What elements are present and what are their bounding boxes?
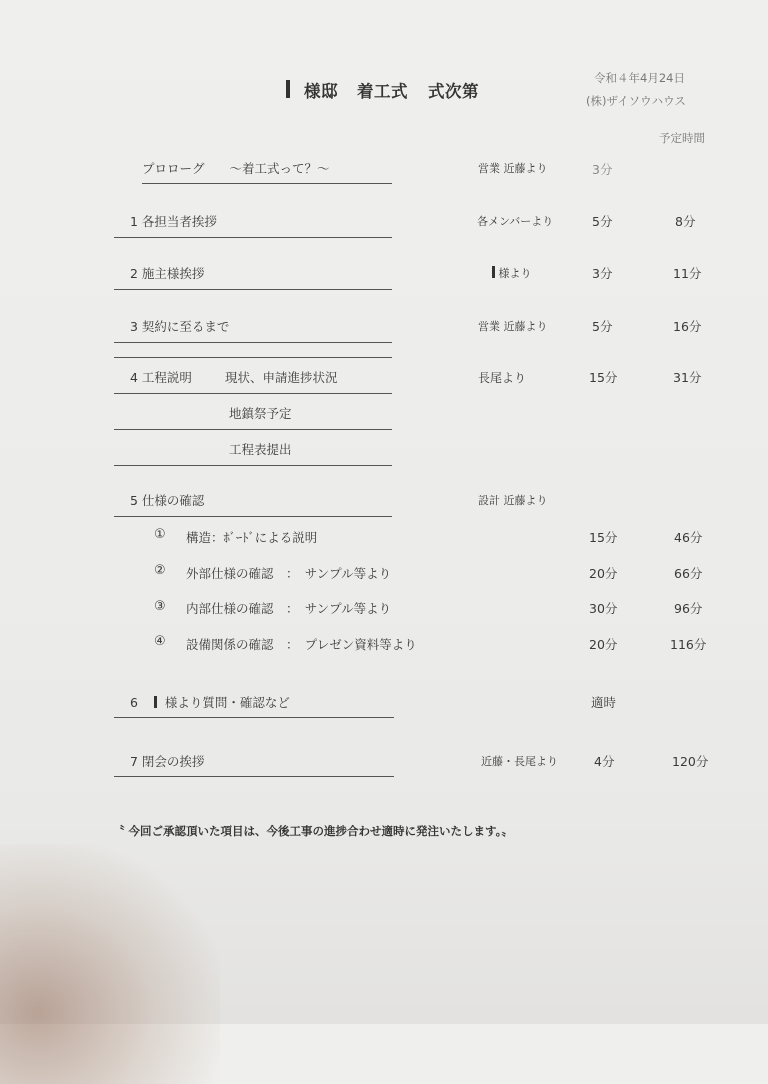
item7-label: 7 閉会の挨拶 <box>130 754 205 769</box>
prologue-label: プロローグ ～着工式って？～ <box>142 161 330 176</box>
spec2-duration: 20分 <box>589 566 618 581</box>
item2-speaker: 様より <box>498 267 532 280</box>
item1-cumulative: 8分 <box>675 214 696 229</box>
title-program: 式次第 <box>428 82 479 101</box>
schedule-column-header: 予定時間 <box>659 131 705 145</box>
title-name: 様邸 <box>304 82 338 101</box>
name-blank-bar <box>286 80 290 98</box>
item7-cumulative: 120分 <box>672 754 709 769</box>
item1-label: 1 各担当者挨拶 <box>130 214 217 229</box>
item5-label: 5 仕様の確認 <box>130 493 205 508</box>
item6-text: 様より質問・確認など <box>164 695 290 710</box>
title-event: 着工式 <box>357 82 408 101</box>
item3-speaker: 営業 近藤より <box>478 320 548 333</box>
item4-schedule: 工程表提出 <box>229 442 292 457</box>
name-blank-bar <box>154 696 157 708</box>
item2-duration: 3分 <box>592 266 613 281</box>
prologue-speaker: 営業 近藤より <box>478 162 548 175</box>
spec4-cumulative: 116分 <box>670 637 707 652</box>
spec1-mark: ① <box>154 527 166 542</box>
item2-rule <box>114 289 392 290</box>
name-blank-bar <box>492 266 495 278</box>
prologue-duration: 3分 <box>592 162 613 177</box>
item3-label: 3 契約に至るまで <box>130 319 230 334</box>
item4-schedule-rule <box>114 465 392 466</box>
spec4-mark: ④ <box>154 634 166 649</box>
spec1-text: 構造：ﾎﾞｰﾄﾞによる説明 <box>186 530 318 545</box>
item7-duration: 4分 <box>594 754 615 769</box>
prologue-rule <box>142 183 392 184</box>
item4-duration: 15分 <box>589 370 618 385</box>
spec3-duration: 30分 <box>589 601 618 616</box>
item3-rule-b <box>114 357 392 358</box>
spec3-cumulative: 96分 <box>674 601 703 616</box>
item3-rule-a <box>114 342 392 343</box>
item5-speaker: 設計 近藤より <box>478 494 548 507</box>
item4-label: 4 工程説明 <box>130 370 192 385</box>
item5-rule <box>114 516 392 517</box>
item2-label: 2 施主様挨拶 <box>130 266 205 281</box>
spec2-cumulative: 66分 <box>674 566 703 581</box>
document-date: 令和４年4月24日 <box>594 71 685 85</box>
company-name: (株)ザイソウハウス <box>586 94 686 108</box>
item1-duration: 5分 <box>592 214 613 229</box>
item3-duration: 5分 <box>592 319 613 334</box>
item1-rule <box>114 237 392 238</box>
footer-note: 〝 今回ご承認頂いた項目は、今後工事の進捗合わせ適時に発注いたします。〟 <box>113 824 513 838</box>
item2-cumulative: 11分 <box>673 266 702 281</box>
hand-shadow <box>0 844 220 1084</box>
item4-cumulative: 31分 <box>673 370 702 385</box>
item4-jichinsai-rule <box>114 429 392 430</box>
spec1-cumulative: 46分 <box>674 530 703 545</box>
item6-rule <box>114 717 394 718</box>
spec4-text: 設備関係の確認 ： プレゼン資料等より <box>186 637 417 652</box>
spec2-mark: ② <box>154 563 166 578</box>
item6-num: 6 <box>130 695 138 710</box>
spec1-duration: 15分 <box>589 530 618 545</box>
item4-rule <box>114 393 392 394</box>
item4-speaker: 長尾より <box>478 371 527 385</box>
item4-sub: 現状、申請進捗状況 <box>225 370 338 385</box>
spec3-mark: ③ <box>154 599 166 614</box>
spec4-duration: 20分 <box>589 637 618 652</box>
item7-speaker: 近藤・長尾より <box>481 755 558 768</box>
item6-duration: 適時 <box>591 695 617 710</box>
spec3-text: 内部仕様の確認 ： サンプル等より <box>186 601 392 616</box>
item3-cumulative: 16分 <box>673 319 702 334</box>
item6-label-wrap <box>130 693 290 711</box>
item2-speaker-wrap <box>492 265 532 281</box>
item7-rule <box>114 776 394 777</box>
spec2-text: 外部仕様の確認 ： サンプル等より <box>186 566 392 581</box>
item1-speaker: 各メンバーより <box>477 215 554 228</box>
item4-jichinsai: 地鎮祭予定 <box>229 406 292 421</box>
